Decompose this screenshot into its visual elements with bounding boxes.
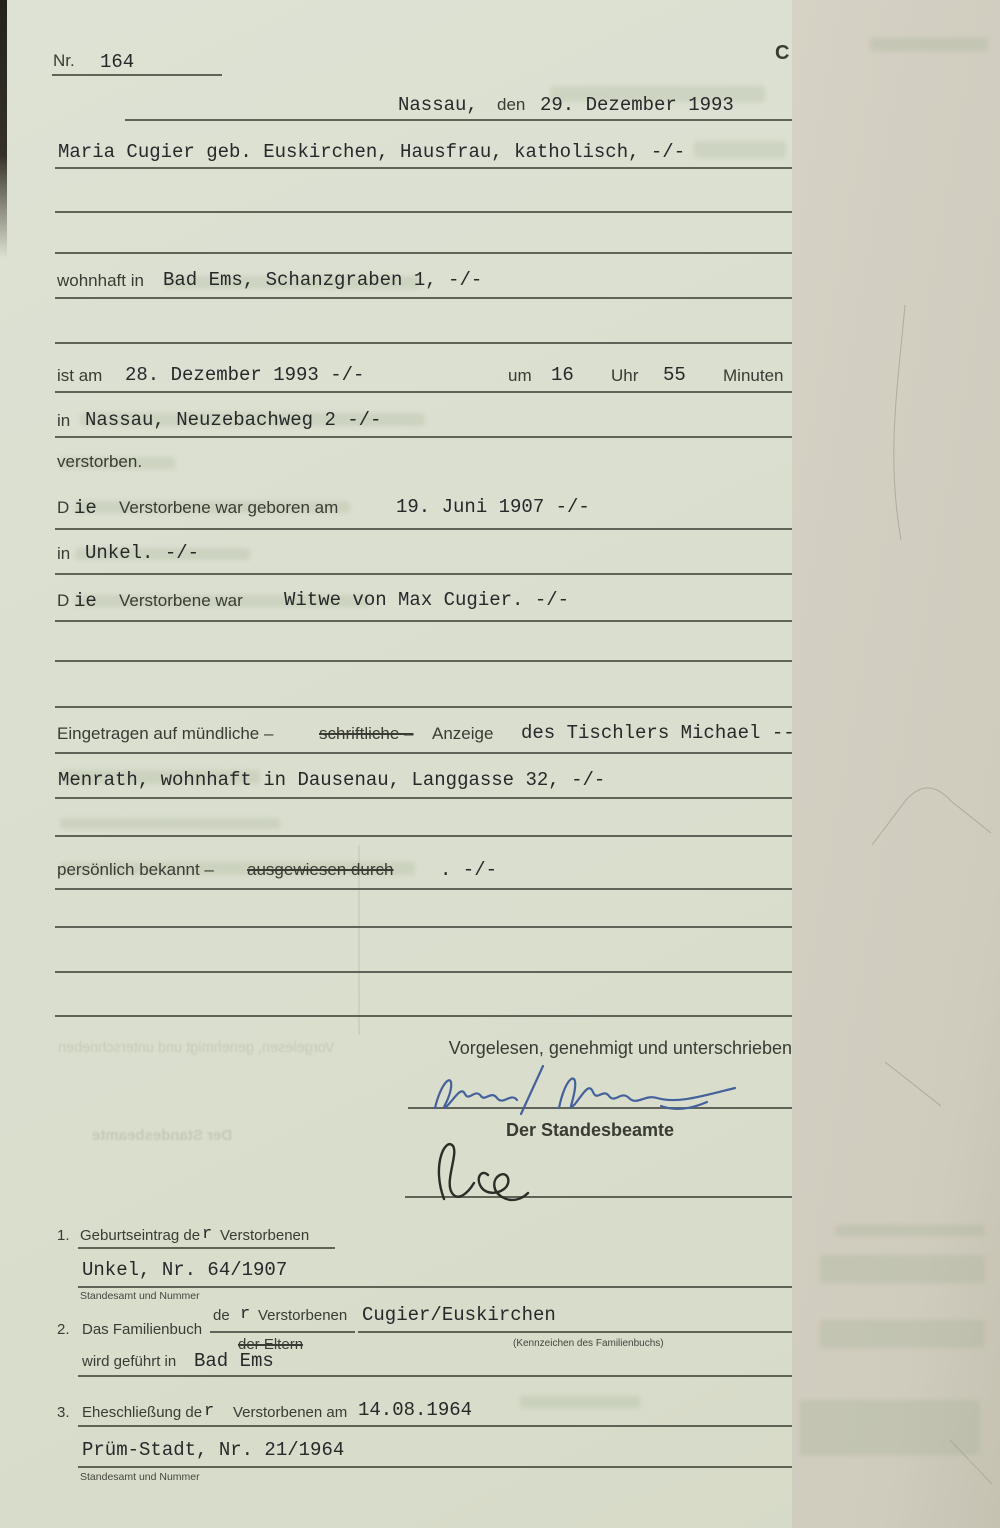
informant-value-line1: des Tischlers Michael -- (521, 722, 795, 744)
registrar-signature (422, 1133, 572, 1205)
item3-caption: Standesamt und Nummer (80, 1471, 200, 1483)
item1-typed-r: r (202, 1225, 213, 1244)
item3-label-a: Eheschließung de (82, 1404, 203, 1421)
known-typed-value: . -/- (440, 859, 498, 881)
ausgewiesen-struck-label: ausgewiesen durch (247, 860, 394, 879)
rule-line (55, 528, 792, 530)
die-prefix-label: D (57, 498, 70, 517)
minuten-label: Minuten (723, 366, 784, 385)
die-suffix-typed: ie (74, 497, 97, 519)
rule-line (78, 1286, 792, 1288)
record-number-value: 164 (100, 51, 135, 73)
um-label: um (508, 366, 532, 385)
rule-line (78, 1425, 792, 1427)
record-number-label: Nr. (53, 51, 75, 70)
rule-line (78, 1466, 792, 1468)
bleed-through-text: Vorgelesen, genehmigt und unterschrieben (58, 1040, 335, 1056)
rule-line (55, 297, 792, 299)
item2-number: 2. (57, 1321, 70, 1338)
informant-value-line2: Menrath, wohnhaft in Dausenau, Langgasse 32, -/- (58, 769, 606, 791)
rule-line (55, 835, 792, 837)
record-date-value: 29. Dezember 1993 (540, 94, 734, 116)
item2-value: Cugier/Euskirchen (362, 1304, 556, 1326)
death-date-value: 28. Dezember 1993 -/- (125, 364, 365, 386)
fraction-line (210, 1331, 355, 1333)
bleed-through-text: Der Standesbeamte (92, 1127, 233, 1144)
rule-line (78, 1247, 335, 1249)
anzeige-label: Anzeige (432, 724, 494, 743)
rule-line (55, 660, 792, 662)
page-corner-mark: C (775, 42, 790, 64)
rule-line (125, 119, 792, 121)
death-hour-value: 16 (551, 364, 574, 386)
birth-place-value: Unkel. -/- (85, 542, 200, 564)
marital-label: Verstorbene war (119, 591, 243, 610)
rule-line (55, 797, 792, 799)
item1-caption: Standesamt und Nummer (80, 1290, 200, 1302)
resident-label: wohnhaft in (57, 271, 144, 290)
schriftliche-struck-label: schriftliche – (319, 724, 414, 743)
item1-label-b: Verstorbenen (220, 1227, 310, 1244)
item2-value2: Bad Ems (194, 1350, 274, 1372)
item2-label: Das Familienbuch (82, 1321, 203, 1338)
die-suffix-typed: ie (74, 590, 97, 612)
rule-line (358, 1331, 792, 1333)
rule-line (78, 1375, 792, 1377)
rule-line (55, 342, 792, 344)
rule-line (55, 1015, 792, 1017)
item2-fraction-b: Verstorbenen (258, 1307, 348, 1324)
rule-line (55, 252, 792, 254)
rule-line (55, 211, 792, 213)
item3-typed-r: r (204, 1402, 215, 1421)
informant-signature (425, 1062, 745, 1117)
rule-line (55, 391, 792, 393)
death-minute-value: 55 (663, 364, 686, 386)
died-on-label: ist am (57, 366, 103, 385)
rule-line (55, 971, 792, 973)
rule-line (55, 620, 792, 622)
item2-typed-r: r (240, 1305, 251, 1324)
rule-line (55, 752, 792, 754)
den-label: den (497, 95, 526, 114)
item2-label2: wird geführt in (82, 1353, 177, 1370)
item3-label-b: Verstorbenen am (233, 1404, 348, 1421)
item1-value: Unkel, Nr. 64/1907 (82, 1259, 288, 1281)
item2-caption: (Kennzeichen des Familienbuchs) (513, 1338, 664, 1349)
in-label: in (57, 544, 71, 563)
death-place-value: Nassau, Neuzebachweg 2 -/- (85, 409, 382, 431)
item1-label-a: Geburtseintrag de (80, 1227, 201, 1244)
rule-line (55, 167, 792, 169)
item3-number: 3. (57, 1404, 70, 1421)
die-prefix-label: D (57, 591, 70, 610)
rule-line (55, 888, 792, 890)
item2-fraction-a: de (213, 1307, 230, 1324)
item1-number: 1. (57, 1227, 70, 1244)
marital-value: Witwe von Max Cugier. -/- (284, 589, 570, 611)
item3-date-value: 14.08.1964 (358, 1399, 473, 1421)
in-label: in (57, 411, 71, 430)
uhr-label: Uhr (611, 366, 639, 385)
residence-value: Bad Ems, Schanzgraben 1, -/- (163, 269, 483, 291)
rule-line (55, 926, 792, 928)
rule-line (55, 436, 792, 438)
registered-on-label: Eingetragen auf mündliche – (57, 724, 274, 743)
read-approved-label: Vorgelesen, genehmigt und unterschrieben (448, 1038, 792, 1058)
deceased-name-line: Maria Cugier geb. Euskirchen, Hausfrau, katholisch, -/- (58, 141, 686, 163)
item3-value: Prüm-Stadt, Nr. 21/1964 (82, 1439, 345, 1461)
birth-date-value: 19. Juni 1907 -/- (396, 496, 590, 518)
item2-struck-label: der Eltern (238, 1336, 304, 1353)
registrar-label: Der Standesbeamte (506, 1120, 675, 1140)
rule-line (55, 573, 792, 575)
verstorben-label: verstorben. (57, 452, 143, 471)
personally-known-label: persönlich bekannt – (57, 860, 214, 879)
rule-line (52, 74, 222, 76)
born-on-label: Verstorbene war geboren am (119, 498, 339, 517)
rule-line (55, 706, 792, 708)
record-place-value: Nassau, (398, 94, 478, 116)
